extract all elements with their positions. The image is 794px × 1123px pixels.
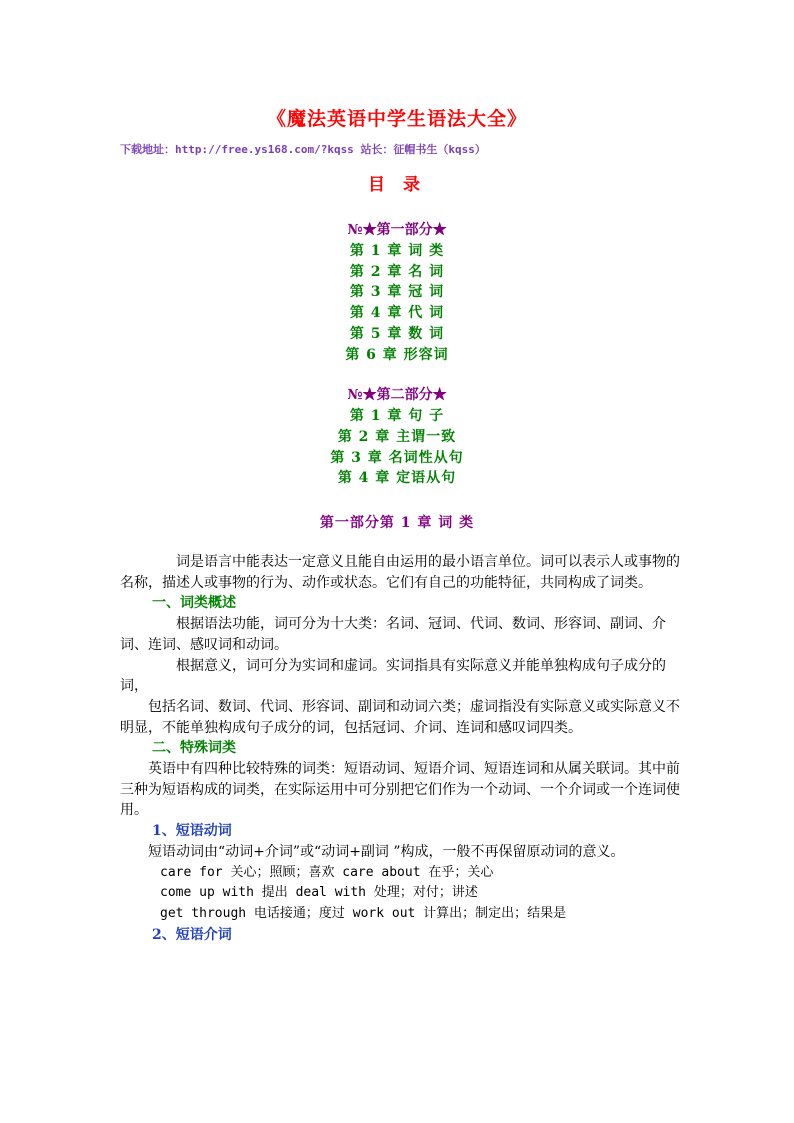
download-link[interactable]: http://free.ys168.com/?kqss — [175, 143, 354, 156]
toc-chapter[interactable]: 第 4 章 代 词 — [349, 305, 445, 322]
table-of-contents — [0, 220, 794, 489]
example-line: care for 关心；照顾；喜欢 care about 在乎；关心 — [160, 864, 494, 880]
paragraph-phrasal-verbs: 短语动词由“动词+介词”或“动词+副词 ”构成，一般不再保留原动词的意义。 — [148, 843, 625, 860]
paragraph-special-classes: 英语中有四种比较特殊的词类：短语动词、短语介词、短语连词和从属关联词。其中前三种为短语构成的词类，在实际运用中可分别把它们作为一个动词、一个介词或一个连词使用。 — [120, 761, 680, 819]
toc-chapter[interactable]: 第 3 章 名词性从句 — [330, 449, 464, 466]
toc-chapter[interactable]: 第 1 章 句 子 — [349, 408, 445, 425]
toc-part-label[interactable]: №★第一部分★ — [347, 222, 447, 238]
webmaster-text: 站长：征帽书生（kqss） — [360, 143, 486, 156]
download-line — [120, 141, 486, 157]
toc-spacer — [0, 365, 794, 385]
download-label: 下载地址： — [120, 143, 175, 156]
toc-chapter[interactable]: 第 1 章 词 类 — [349, 243, 445, 259]
toc-chapter[interactable]: 第 2 章 名 词 — [349, 263, 445, 280]
paragraph-content-words: 包括名词、数词、代词、形容词、副词和动词六类；虚词指没有实际意义或实际意义不明显，不能单独构成句子成分的词，包括冠词、介词、连词和感叹词四类。 — [120, 698, 680, 736]
example-line: come up with 提出 deal with 处理；对付；讲述 — [160, 885, 478, 901]
body-text — [120, 552, 680, 945]
toc-chapter[interactable]: 第 4 章 定语从句 — [337, 470, 457, 487]
heading-word-class-overview: 一、词类概述 — [152, 595, 236, 612]
document-title: 《魔法英语中学生语法大全》 — [266, 108, 527, 130]
paragraph-grammar-function: 根据语法功能，词可分为十大类：名词、冠词、代词、数词、形容词、副词、介词、连词、感叹词和动词。 — [120, 616, 666, 653]
toc-chapter[interactable]: 第 6 章 形容词 — [345, 346, 449, 363]
toc-heading: 目 录 — [368, 175, 426, 195]
paragraph-meaning: 根据意义，词可分为实词和虚词。实词指具有实际意义并能单独构成句子成分的词， — [120, 657, 666, 695]
toc-chapter[interactable]: 第 3 章 冠 词 — [349, 284, 445, 301]
example-line: get through 电话接通；度过 work out 计算出；制定出；结果是 — [160, 905, 567, 921]
section-title: 第一部分第 1 章 词 类 — [319, 515, 475, 531]
heading-phrasal-verbs: 1、短语动词 — [152, 823, 232, 840]
toc-part-label[interactable]: №★第二部分★ — [347, 387, 447, 404]
toc-chapter[interactable]: 第 2 章 主谓一致 — [337, 428, 457, 445]
heading-special-word-class: 二、特殊词类 — [152, 740, 236, 757]
heading-phrasal-prepositions: 2、短语介词 — [152, 926, 232, 943]
intro-paragraph: 词是语言中能表达一定意义且能自由运用的最小语言单位。词可以表示人或事物的名称，描述人或事物的行为、动作或状态。它们有自己的功能特征，共同构成了词类。 — [120, 554, 680, 591]
toc-chapter[interactable]: 第 5 章 数 词 — [349, 325, 445, 342]
